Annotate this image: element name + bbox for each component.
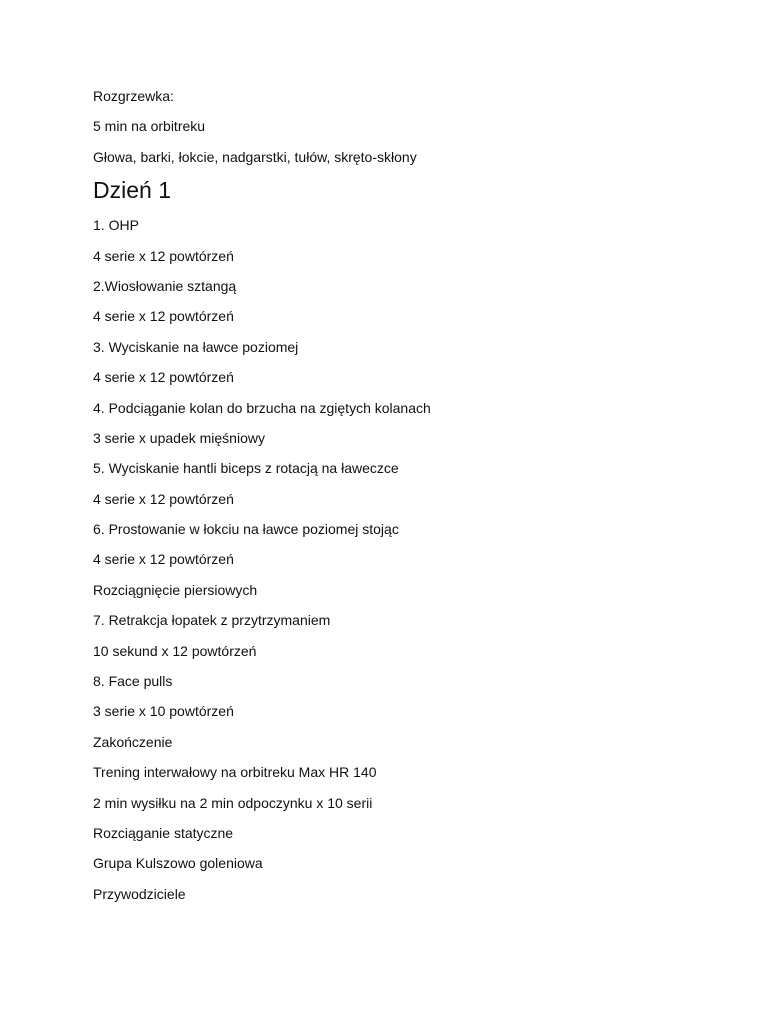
- exercise-name: 4. Podciąganie kolan do brzucha na zgiętych kolanach: [93, 399, 431, 416]
- exercise-name: 7. Retrakcja łopatek z przytrzymaniem: [93, 612, 331, 629]
- exercise-sets: 4 serie x 12 powtórzeń: [93, 308, 234, 325]
- exercise-sets: 4 serie x 12 powtórzeń: [93, 369, 234, 386]
- ending-line: Przywodziciele: [93, 885, 186, 902]
- exercise-sets: 4 serie x 12 powtórzeń: [93, 490, 234, 507]
- exercise-sets: 10 sekund x 12 powtórzeń: [93, 642, 257, 659]
- warmup-title: Rozgrzewka:: [93, 88, 174, 104]
- warmup-line: 5 min na orbitreku: [93, 118, 206, 135]
- ending-line: Grupa Kulszowo goleniowa: [93, 855, 263, 872]
- exercise-sets: 4 serie x 12 powtórzeń: [93, 247, 234, 264]
- exercise-sets: 3 serie x 10 powtórzeń: [93, 703, 234, 720]
- stretch-note: Rozciągnięcie piersiowych: [93, 581, 258, 598]
- exercise-name: 2.Wiosłowanie sztangą: [93, 277, 237, 294]
- warmup-line: Głowa, barki, łokcie, nadgarstki, tułów, skręto-skłony: [93, 148, 417, 165]
- day-heading: Dzień 1: [93, 177, 171, 204]
- exercise-name: 5. Wyciskanie hantli biceps z rotacją na ławeczce: [93, 460, 399, 477]
- exercise-sets: 4 serie x 12 powtórzeń: [93, 551, 234, 568]
- exercise-name: 8. Face pulls: [93, 673, 173, 690]
- document-page: [93, 86, 733, 914]
- ending-line: Trening interwałowy na orbitreku Max HR 140: [93, 764, 377, 781]
- exercise-name: 3. Wyciskanie na ławce poziomej: [93, 338, 299, 355]
- ending-title: Zakończenie: [93, 733, 173, 750]
- exercise-name: 6. Prostowanie w łokciu na ławce poziomej stojąc: [93, 521, 399, 538]
- ending-line: Rozciąganie statyczne: [93, 824, 234, 841]
- exercise-sets: 3 serie x upadek mięśniowy: [93, 429, 265, 446]
- exercise-name: 1. OHP: [93, 217, 139, 234]
- ending-line: 2 min wysiłku na 2 min odpoczynku x 10 serii: [93, 794, 373, 811]
